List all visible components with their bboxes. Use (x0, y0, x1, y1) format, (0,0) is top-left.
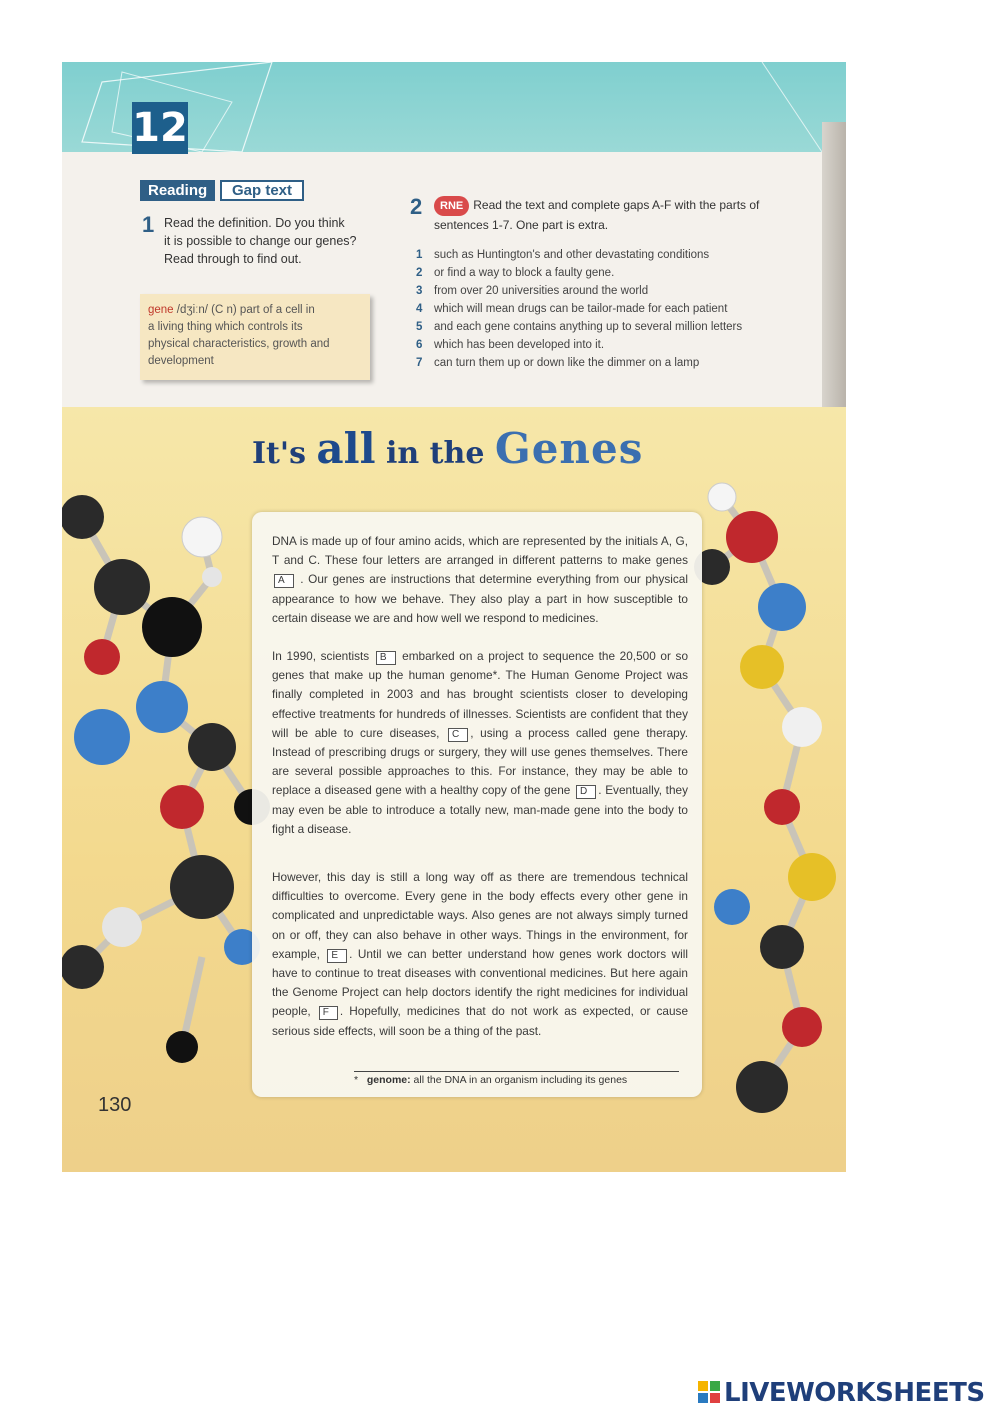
definition-word: gene (148, 304, 174, 316)
list-item: 3 from over 20 universities around the world (416, 285, 649, 297)
article-paragraph-2: In 1990, scientists B embarked on a project to sequence the 20,500 or so genes that make up the human genome*. The Human Genome Project was finally completed in 2003 and has brought scientists closer to developing effective treatments for hundreds of illnesses. Scientists are confident that they will be able to cure diseases, C , using a process called gene therapy. Instead of prescribing drugs or surgery, they will use genes themselves. There are several possible approaches to this. For instance, they may be able to replace a diseased gene with a healthy copy of the gene D . Eventually, they may even be able to introduce a totally new, man-made gene into the body to fight a disease. (272, 649, 689, 836)
definition-line: physical characteristics, growth and (148, 338, 330, 350)
gap-d-box[interactable]: D (576, 785, 596, 799)
exercise-1-number: 1 (142, 212, 155, 237)
list-item: 6 which has been developed into it. (416, 339, 605, 351)
definition-text: /dʒiːn/ (C n) part of a cell in (173, 304, 315, 316)
article-paragraph-1: DNA is made up of four amino acids, which are represented by the initials A, G, T and C. These four letters are arranged in different patterns to make genes A . Our genes are instructions that determine everything from our physical appearance to how we behave. They also play a part in how susceptible to certain disease we are and how well we respond to medicines. (272, 534, 688, 625)
exercise-1-line: Read the definition. Do you think (164, 216, 345, 230)
liveworksheets-logo-icon (698, 1381, 720, 1403)
gap-e-box[interactable]: E (327, 949, 347, 963)
reading-tag: Reading (140, 180, 215, 201)
sentence-parts-list (416, 246, 816, 372)
gap-text-tag: Gap text (220, 180, 304, 201)
gap-b-box[interactable]: B (376, 651, 396, 665)
definition-box (140, 294, 370, 380)
liveworksheets-brand: LIVEWORKSHEETS (724, 1378, 985, 1408)
exercise-1-line: Read through to find out. (164, 252, 302, 266)
list-item: 5 and each gene contains anything up to several million letters (416, 321, 743, 333)
list-item: 4 which will mean drugs can be tailor-made for each patient (416, 303, 728, 315)
gap-f-box[interactable]: F (319, 1006, 338, 1020)
exercise-2-instructions (434, 196, 814, 234)
list-item: 1 such as Huntington's and other devastating conditions (416, 249, 710, 261)
exercise-1-line: it is possible to change our genes? (164, 234, 357, 248)
textbook-page (62, 62, 846, 1172)
article-paragraph-3: However, this day is still a long way off as there are tremendous technical difficulties to overcome. Every gene in the body effects every other gene in complicated and unpredictable ways. Also genes are not always simply turned on or off, they can also behave in other ways. Things in the environment, for example, E . Until we can better understand how genes work doctors will have to continue to treat diseases with conventional medicines. But here again the Genome Project can help doctors identify the right medicines for individual people, F . Hopefully, medicines that do not work as expected, or cause serious side effects, will soon be a thing of the past. (272, 870, 689, 1038)
exercise-2-number: 2 (410, 194, 423, 219)
page-number: 130 (98, 1094, 132, 1116)
footnote: * genome: all the DNA in an organism including its genes (354, 1071, 679, 1088)
list-item: 2 or find a way to block a faulty gene. (416, 267, 615, 279)
exercise-2-line: sentences 1-7. One part is extra. (434, 218, 609, 232)
rne-icon: RNE (434, 196, 469, 216)
gap-a-box[interactable]: A (274, 574, 294, 588)
exercise-1-instructions (164, 214, 394, 268)
unit-number-badge: 12 (132, 102, 188, 154)
definition-line: a living thing which controls its (148, 321, 303, 333)
exercise-2-line: Read the text and complete gaps A-F with the parts of (473, 198, 760, 212)
list-item: 7 can turn them up or down like the dimmer on a lamp (416, 357, 700, 369)
definition-line: development (148, 355, 214, 367)
gap-c-box[interactable]: C (448, 728, 468, 742)
article-title: It's all in the Genes (252, 424, 644, 473)
